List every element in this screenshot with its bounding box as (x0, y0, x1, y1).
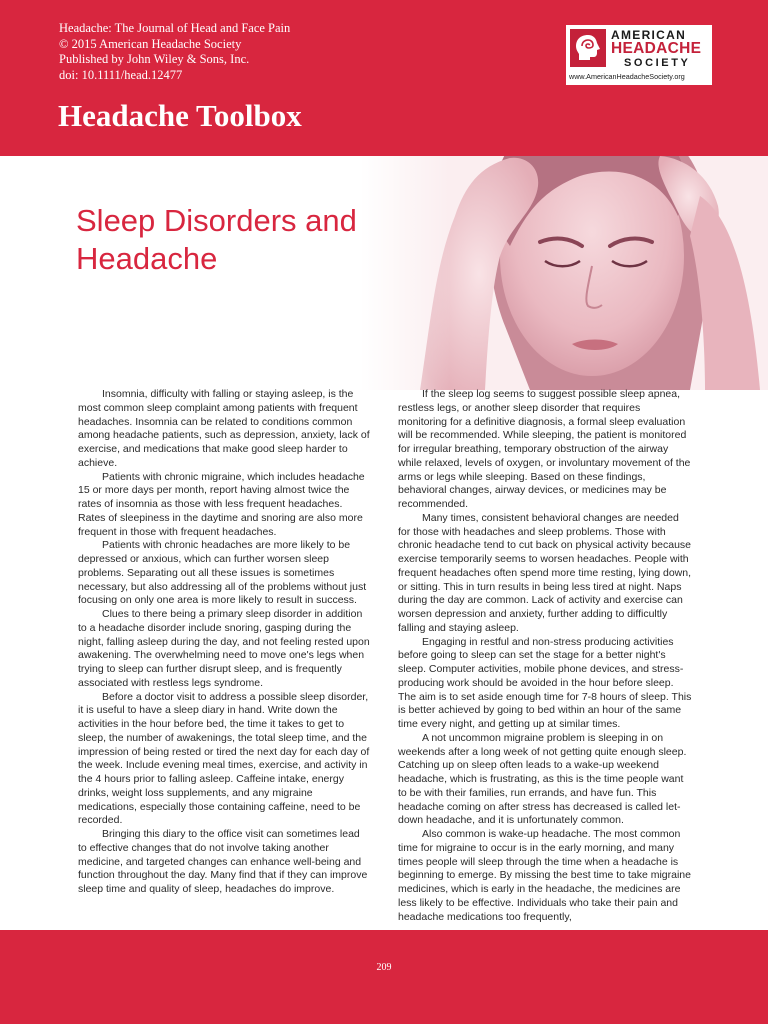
left-column (78, 388, 370, 897)
paragraph: Clues to there being a primary sleep disorder in addition to a headache disorder include snoring, gasping during the night, falling asleep during the day, and not feeling rested upon awakening. The overwhelming need to move one's legs when trying to sleep can further disrupt sleep, and is frequently associated with restless legs syndrome. (78, 608, 370, 689)
paragraph: Bringing this diary to the office visit can sometimes lead to effective changes that do not involve taking another medicine, and targeted changes can enhance well-being and function throughout the day. Many find that if they can improve sleep time and quality of sleep, headaches do improve. (78, 828, 368, 895)
copyright-line: © 2015 American Headache Society (59, 36, 242, 51)
journal-name: Headache: The Journal of Head and Face Pain (59, 21, 291, 35)
logo-text-american: AMERICAN (611, 28, 687, 42)
footer-band (0, 930, 768, 1024)
paragraph: Engaging in restful and non-stress producing activities before going to sleep can set the stage for a better night's sleep. Computer activities, mobile phone devices, and stress-producing work should be avoided in the hour before sleep. The aim is to set aside enough time for 7-8 hours of sleep. This is better achieved by going to bed within an hour of the same time every night, and getting up at similar times. (398, 635, 692, 730)
logo-url: www.AmericanHeadacheSociety.org (569, 72, 685, 81)
doi-line: doi: 10.1111/head.12477 (59, 67, 183, 82)
section-title: Headache Toolbox (58, 98, 302, 133)
headache-woman-photo (360, 156, 768, 390)
paragraph: A not uncommon migraine problem is sleeping in on weekends after a long week of not getting quite enough sleep. Catching up on sleep often leads to a wake-up weekend headache, which is frustrating, as this is the time people want to be with their families, run errands, and have fun. This headache coming on after stress has decreased is called let-down headache, and it is unfortunately common. (398, 731, 687, 827)
logo-text-society: SOCIETY (624, 57, 691, 69)
article-title-line: Sleep Disorders and (76, 203, 357, 238)
logo-text-headache: HEADACHE (611, 40, 702, 57)
paragraph: Also common is wake-up headache. The most common time for migraine to occur is in the early morning, and many times people will sleep through the time when a headache is beginning to emerge. By missing the best time to take migraine medicines, which is early in the headache, the medicines are less likely to be effective. Individuals who take their pain and headache medications too frequently, (398, 828, 691, 923)
paragraph: Many times, consistent behavioral changes are needed for those with headaches and sleep problems. Those with chronic headache tend to cut back on physical activity because exercise temporarily seems to worsen headaches. People with frequent headaches often spend more time resting, lying down, or sitting. This in turn results in being less tired at night. Naps during the day are common. Lack of activity and exercise can worsen depression and anxiety, further adding to difficultly falling and staying asleep. (398, 511, 692, 634)
publisher-line: Published by John Wiley & Sons, Inc. (59, 52, 250, 66)
society-logo (566, 25, 712, 85)
article-title (76, 202, 416, 278)
head-profile-icon (570, 29, 606, 67)
page-number: 209 (376, 962, 392, 973)
paragraph: If the sleep log seems to suggest possible sleep apnea, restless legs, or another sleep disorder that requires monitoring for a definitive diagnosis, a formal sleep evaluation will be recommended. While sleeping, the patient is monitored for irregular breathing, temporary obstruction of the airway while relaxed, levels of oxygen, or involuntary movement of the arms or legs while sleeping. Based on these findings, behavioral changes, airway devices, or medicines may be recommended. (398, 388, 691, 510)
header-band (0, 0, 768, 156)
article-title-line: Headache (76, 241, 218, 276)
journal-citation (59, 21, 290, 83)
right-column (398, 388, 692, 924)
paragraph: Patients with chronic headaches are more likely to be depressed or anxious, which can further worsen sleep problems. Separating out all these issues is sometimes necessary, but also addressing all of the problems without just focusing on only one area is more likely to result in success. (78, 539, 367, 607)
paragraph: Patients with chronic migraine, which includes headache 15 or more days per month, report having almost twice the rates of insomnia as those with less frequent headaches. Rates of sleepiness in the daytime and snoring are also more frequent in those with frequent headaches. (78, 470, 365, 538)
paragraph: Before a doctor visit to address a possible sleep disorder, it is useful to have a sleep diary in hand. Write down the activities in the hour before bed, the time it takes to get to sleep, the number of awakenings, the total sleep time, and the impression of being rested or tired the next day for each day of the week. Include evening meal times, exercise, and activity in the 4 hours prior to falling asleep. Caffeine intake, energy drinks, weight loss supplements, and any migraine medications, especially those containing caffeine, need to be recorded. (78, 690, 370, 827)
paragraph: Insomnia, difficulty with falling or staying asleep, is the most common sleep complaint among patients with frequent headaches. Insomnia can be related to conditions common among headache patients, such as depression, anxiety, lack of exercise, and medications that make good sleep harder to achieve. (78, 388, 370, 469)
